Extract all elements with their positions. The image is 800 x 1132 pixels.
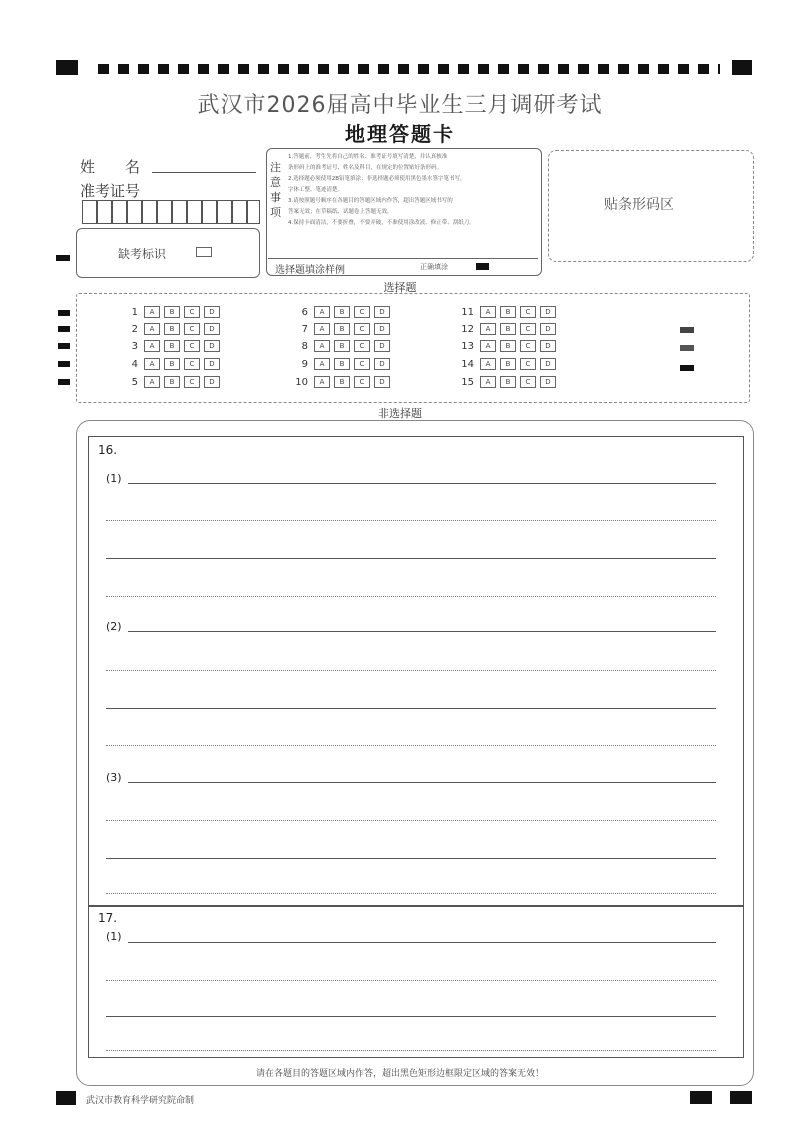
option-b-bubble[interactable]: B bbox=[334, 306, 350, 318]
timing-mark-bottom-left bbox=[56, 1091, 76, 1105]
timing-mark-bottom-right bbox=[730, 1091, 752, 1104]
choice-question bbox=[290, 376, 394, 388]
absent-checkbox[interactable] bbox=[196, 247, 212, 257]
question-17-area bbox=[88, 906, 744, 1058]
question-number: 9 bbox=[301, 358, 308, 370]
option-c-bubble[interactable]: C bbox=[520, 323, 536, 335]
question-16-label: 16. bbox=[98, 443, 118, 457]
exam-id-box[interactable] bbox=[202, 200, 217, 224]
answer-line[interactable] bbox=[128, 942, 716, 943]
option-c-bubble[interactable]: C bbox=[354, 376, 370, 388]
answer-line[interactable] bbox=[106, 1016, 716, 1017]
timing-mark-row bbox=[58, 343, 70, 349]
option-a-bubble[interactable]: A bbox=[314, 376, 330, 388]
part-label: (1) bbox=[106, 472, 122, 485]
option-c-bubble[interactable]: C bbox=[520, 358, 536, 370]
timing-mark-right bbox=[680, 345, 694, 351]
question-number: 5 bbox=[131, 376, 138, 388]
question-number: 11 bbox=[461, 306, 474, 318]
option-d-bubble[interactable]: D bbox=[204, 358, 220, 370]
option-a-bubble[interactable]: A bbox=[314, 306, 330, 318]
exam-id-label: 准考证号 bbox=[80, 182, 141, 200]
option-a-bubble[interactable]: A bbox=[314, 358, 330, 370]
option-d-bubble[interactable]: D bbox=[540, 306, 556, 318]
option-b-bubble[interactable]: B bbox=[500, 358, 516, 370]
exam-id-box[interactable] bbox=[97, 200, 112, 224]
choice-question bbox=[456, 306, 560, 318]
answer-line[interactable] bbox=[106, 520, 716, 521]
option-b-bubble[interactable]: B bbox=[500, 340, 516, 352]
timing-track-top bbox=[98, 64, 720, 74]
question-number: 13 bbox=[461, 340, 474, 352]
timing-mark-row bbox=[58, 361, 70, 367]
question-16-area bbox=[88, 436, 744, 906]
choice-question bbox=[120, 323, 224, 335]
question-number: 4 bbox=[131, 358, 138, 370]
option-a-bubble[interactable]: A bbox=[144, 376, 160, 388]
notice-lines bbox=[288, 152, 538, 229]
part-label: (3) bbox=[106, 771, 122, 784]
choice-section-label: 选择题 bbox=[383, 281, 417, 294]
choice-question bbox=[120, 306, 224, 318]
option-d-bubble[interactable]: D bbox=[374, 340, 390, 352]
choice-question bbox=[290, 358, 394, 370]
choice-question bbox=[120, 358, 224, 370]
answer-line[interactable] bbox=[106, 858, 716, 859]
option-a-bubble[interactable]: A bbox=[480, 376, 496, 388]
question-number: 14 bbox=[461, 358, 474, 370]
option-c-bubble[interactable]: C bbox=[354, 340, 370, 352]
exam-id-box[interactable] bbox=[187, 200, 202, 224]
option-c-bubble[interactable]: C bbox=[520, 306, 536, 318]
option-a-bubble[interactable]: A bbox=[314, 340, 330, 352]
barcode-label: 贴条形码区 bbox=[604, 197, 674, 213]
correct-fill-sample bbox=[476, 263, 489, 270]
exam-id-box[interactable] bbox=[247, 200, 260, 224]
question-number: 2 bbox=[131, 323, 138, 335]
answer-line[interactable] bbox=[106, 745, 716, 746]
option-d-bubble[interactable]: D bbox=[540, 376, 556, 388]
option-c-bubble[interactable]: C bbox=[520, 376, 536, 388]
option-b-bubble[interactable]: B bbox=[164, 340, 180, 352]
option-d-bubble[interactable]: D bbox=[374, 376, 390, 388]
option-d-bubble[interactable]: D bbox=[374, 306, 390, 318]
timing-mark-bottom-right bbox=[690, 1091, 712, 1104]
answer-line[interactable] bbox=[106, 893, 716, 894]
question-number: 6 bbox=[301, 306, 308, 318]
timing-mark-right bbox=[680, 365, 694, 371]
option-c-bubble[interactable]: C bbox=[354, 323, 370, 335]
sample-label: 选择题填涂样例 bbox=[275, 265, 345, 276]
choice-question bbox=[290, 340, 394, 352]
answer-line[interactable] bbox=[128, 631, 716, 632]
option-b-bubble[interactable]: B bbox=[334, 340, 350, 352]
option-a-bubble[interactable]: A bbox=[144, 323, 160, 335]
option-d-bubble[interactable]: D bbox=[540, 323, 556, 335]
part-label: (2) bbox=[106, 620, 122, 633]
choice-question bbox=[290, 323, 394, 335]
option-d-bubble[interactable]: D bbox=[204, 340, 220, 352]
notice-divider bbox=[268, 258, 538, 259]
choice-question bbox=[456, 323, 560, 335]
option-a-bubble[interactable]: A bbox=[144, 306, 160, 318]
choice-question bbox=[290, 306, 394, 318]
option-a-bubble[interactable]: A bbox=[480, 340, 496, 352]
answer-line[interactable] bbox=[106, 596, 716, 597]
question-number: 3 bbox=[131, 340, 138, 352]
timing-mark-right bbox=[680, 327, 694, 333]
question-number: 15 bbox=[461, 376, 474, 388]
answer-line[interactable] bbox=[106, 820, 716, 821]
option-c-bubble[interactable]: C bbox=[184, 340, 200, 352]
option-c-bubble[interactable]: C bbox=[354, 306, 370, 318]
option-c-bubble[interactable]: C bbox=[520, 340, 536, 352]
card-subtitle: 地理答题卡 bbox=[345, 122, 455, 146]
notice-line: 4.保持卡面清洁，不要折叠，不要弄破，不准使用涂改液、修正带、刮纸刀。 bbox=[288, 220, 475, 226]
exam-id-box[interactable] bbox=[157, 200, 172, 224]
option-a-bubble[interactable]: A bbox=[480, 306, 496, 318]
option-a-bubble[interactable]: A bbox=[144, 358, 160, 370]
option-b-bubble[interactable]: B bbox=[334, 376, 350, 388]
option-c-bubble[interactable]: C bbox=[184, 323, 200, 335]
correct-label: 正确填涂 bbox=[420, 263, 448, 271]
absent-label: 缺考标识 bbox=[118, 247, 167, 261]
answer-line[interactable] bbox=[106, 708, 716, 709]
question-number: 7 bbox=[301, 323, 308, 335]
answer-line[interactable] bbox=[106, 670, 716, 671]
absent-box bbox=[76, 228, 260, 278]
nonchoice-section-label: 非选择题 bbox=[378, 407, 422, 420]
question-number: 12 bbox=[461, 323, 474, 335]
timing-mark-row bbox=[58, 310, 70, 316]
option-c-bubble[interactable]: C bbox=[184, 376, 200, 388]
timing-mark-row bbox=[58, 326, 70, 332]
timing-mark-row bbox=[58, 379, 70, 385]
exam-id-box[interactable] bbox=[127, 200, 142, 224]
choice-question bbox=[120, 340, 224, 352]
option-d-bubble[interactable]: D bbox=[374, 358, 390, 370]
name-label: 姓 名 bbox=[80, 158, 141, 176]
exam-id-box[interactable] bbox=[232, 200, 247, 224]
notice-line: 2.选择题必须使用2B铅笔填涂；非选择题必须使用黑色墨水签字笔书写， bbox=[288, 176, 466, 182]
option-c-bubble[interactable]: C bbox=[354, 358, 370, 370]
question-number: 10 bbox=[295, 376, 308, 388]
part-label: (1) bbox=[106, 930, 122, 943]
timing-mark-top-right bbox=[732, 60, 752, 75]
option-b-bubble[interactable]: B bbox=[164, 358, 180, 370]
answer-area-warning: 请在各题目的答题区域内作答，超出黑色矩形边框限定区域的答案无效！ bbox=[255, 1069, 544, 1079]
exam-id-box[interactable] bbox=[82, 200, 97, 224]
option-b-bubble[interactable]: B bbox=[164, 376, 180, 388]
exam-title: 武汉市2026届高中毕业生三月调研考试 bbox=[197, 93, 603, 118]
option-d-bubble[interactable]: D bbox=[204, 376, 220, 388]
option-a-bubble[interactable]: A bbox=[480, 323, 496, 335]
option-d-bubble[interactable]: D bbox=[540, 358, 556, 370]
option-b-bubble[interactable]: B bbox=[334, 323, 350, 335]
question-17-label: 17. bbox=[98, 911, 118, 925]
option-d-bubble[interactable]: D bbox=[204, 306, 220, 318]
choice-question bbox=[456, 376, 560, 388]
option-b-bubble[interactable]: B bbox=[500, 376, 516, 388]
notice-line: 1.答题前，考生先将自己的姓名、准考证号填写清楚，并认真核准 bbox=[288, 154, 448, 160]
answer-line[interactable] bbox=[106, 558, 716, 559]
option-c-bubble[interactable]: C bbox=[184, 306, 200, 318]
option-b-bubble[interactable]: B bbox=[164, 306, 180, 318]
choice-question bbox=[120, 376, 224, 388]
answer-line[interactable] bbox=[106, 1050, 716, 1051]
exam-id-box[interactable] bbox=[172, 200, 187, 224]
timing-mark-top-left bbox=[56, 60, 78, 75]
option-d-bubble[interactable]: D bbox=[540, 340, 556, 352]
option-a-bubble[interactable]: A bbox=[314, 323, 330, 335]
notice-line: 答案无效；在草稿纸、试题卷上答题无效。 bbox=[288, 209, 393, 215]
notice-line: 3.请按照题号顺序在各题目的答题区域内作答，超出答题区域书写的 bbox=[288, 198, 453, 204]
exam-id-box[interactable] bbox=[112, 200, 127, 224]
choice-question bbox=[456, 340, 560, 352]
notice-heading: 注意事项 bbox=[270, 161, 281, 219]
answer-line[interactable] bbox=[128, 483, 716, 484]
option-b-bubble[interactable]: B bbox=[164, 323, 180, 335]
answer-line[interactable] bbox=[106, 980, 716, 981]
notice-line: 字体工整、笔迹清楚。 bbox=[288, 187, 344, 193]
exam-id-box[interactable] bbox=[217, 200, 232, 224]
option-a-bubble[interactable]: A bbox=[144, 340, 160, 352]
choice-question bbox=[456, 358, 560, 370]
answer-line[interactable] bbox=[128, 782, 716, 783]
option-b-bubble[interactable]: B bbox=[500, 306, 516, 318]
option-b-bubble[interactable]: B bbox=[500, 323, 516, 335]
option-d-bubble[interactable]: D bbox=[374, 323, 390, 335]
option-d-bubble[interactable]: D bbox=[204, 323, 220, 335]
exam-id-box[interactable] bbox=[142, 200, 157, 224]
option-c-bubble[interactable]: C bbox=[184, 358, 200, 370]
timing-mark-left bbox=[56, 255, 70, 261]
question-number: 8 bbox=[301, 340, 308, 352]
issuer-label: 武汉市教育科学研究院命制 bbox=[86, 1096, 195, 1106]
notice-line: 条形码上的准考证号、姓名及科目，在规定的位置贴好条形码。 bbox=[288, 165, 443, 171]
option-a-bubble[interactable]: A bbox=[480, 358, 496, 370]
option-b-bubble[interactable]: B bbox=[334, 358, 350, 370]
question-number: 1 bbox=[131, 306, 138, 318]
name-field[interactable] bbox=[152, 172, 256, 173]
